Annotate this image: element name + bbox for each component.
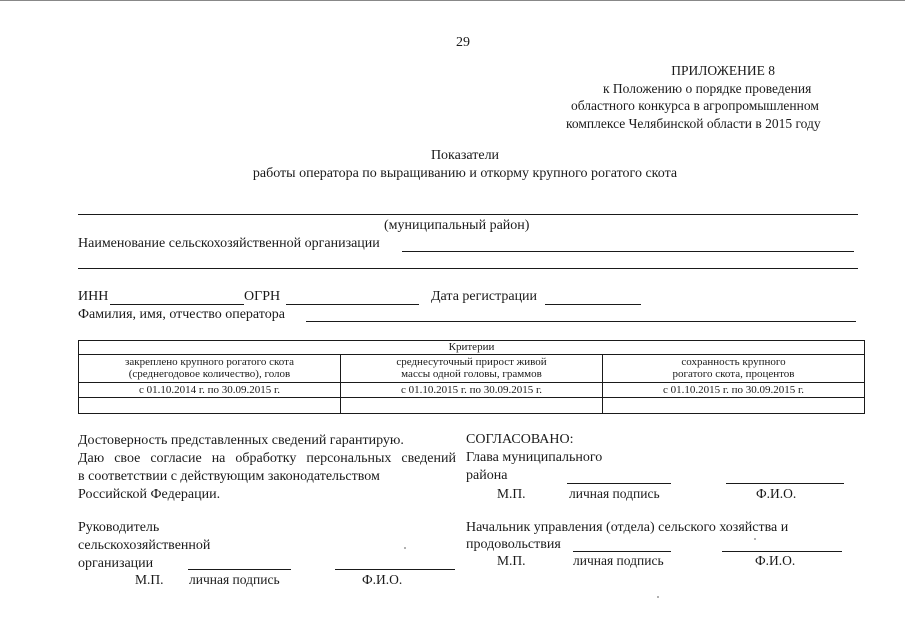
appendix-line-2: областного конкурса в агропромышленном	[571, 98, 819, 113]
agri-head-fio-label: Ф.И.О.	[755, 553, 796, 568]
district-caption: (муниципальный район)	[384, 218, 530, 233]
manager-line-2: сельскохозяйственной	[78, 538, 211, 553]
registration-date-field-line	[545, 304, 641, 305]
ogrn-field-line	[286, 304, 419, 305]
criteria-col-2-title-line-2: массы одной головы, граммов	[401, 368, 542, 381]
criteria-col-3-title-line-1: сохранность крупного	[681, 356, 786, 369]
appendix-line-1: к Положению о порядке проведения	[603, 81, 812, 96]
inn-label: ИНН	[78, 289, 109, 304]
scan-speck	[657, 596, 659, 598]
approved-fio-label: Ф.И.О.	[756, 486, 797, 501]
guarantee-line-4: Российской Федерации.	[78, 487, 221, 502]
manager-line-3: организации	[78, 556, 154, 571]
scan-speck	[754, 538, 756, 540]
criteria-col-3-period: с 01.10.2015 г. по 30.09.2015 г.	[603, 382, 865, 398]
appendix-title: ПРИЛОЖЕНИЕ 8	[671, 63, 775, 78]
agri-head-stamp-label: М.П.	[497, 553, 526, 568]
criteria-col-2-title	[341, 354, 603, 382]
criteria-col-1-value	[79, 398, 341, 414]
approved-signature-line	[567, 483, 671, 484]
criteria-col-2-title-line-1: среднесуточный прирост живой	[396, 356, 547, 369]
criteria-table	[78, 340, 865, 414]
registration-date-label: Дата регистрации	[431, 289, 538, 304]
org-name-continuation-line	[78, 268, 858, 269]
manager-fio-label: Ф.И.О.	[362, 572, 403, 587]
approved-signature-label: личная подпись	[569, 486, 660, 501]
appendix-line-3: комплексе Челябинской области в 2015 году	[566, 116, 821, 131]
scan-speck	[404, 547, 406, 549]
criteria-col-3-value	[603, 398, 865, 414]
guarantee-line-1: Достоверность представленных сведений гарантирую.	[78, 433, 404, 448]
org-name-field-line	[402, 251, 854, 252]
criteria-col-1-title-line-1: закреплено крупного рогатого скота	[125, 356, 294, 369]
inn-field-line	[110, 304, 244, 305]
ogrn-label: ОГРН	[244, 289, 281, 304]
document-subheading: работы оператора по выращиванию и откорму крупного рогатого скота	[252, 166, 678, 181]
operator-name-field-line	[306, 321, 856, 322]
approved-fio-line	[726, 483, 844, 484]
manager-signature-line	[188, 569, 291, 570]
criteria-col-1-period: с 01.10.2014 г. по 30.09.2015 г.	[79, 382, 341, 398]
criteria-col-1-title-line-2: (среднегодовое количество), голов	[128, 368, 291, 381]
agri-head-signature-label: личная подпись	[573, 553, 664, 568]
criteria-col-2-period: с 01.10.2015 г. по 30.09.2015 г.	[341, 382, 603, 398]
criteria-col-3-title-line-2: рогатого скота, процентов	[672, 368, 795, 381]
agri-head-line-1: Начальник управления (отдела) сельского хозяйства и	[466, 520, 789, 535]
guarantee-line-2: Даю свое согласие на обработку персональных сведений	[78, 451, 456, 466]
page-top-edge	[0, 0, 905, 1]
document-heading: Показатели	[430, 148, 500, 163]
criteria-col-1-title	[79, 354, 341, 382]
manager-signature-label: личная подпись	[189, 572, 280, 587]
guarantee-line-3: в соответствии с действующим законодательством	[78, 469, 380, 484]
manager-stamp-label: М.П.	[135, 572, 164, 587]
manager-fio-line	[335, 569, 455, 570]
agri-head-line-2: продовольствия	[466, 537, 561, 552]
page-number: 29	[456, 35, 470, 50]
agri-head-fio-line	[722, 551, 842, 552]
approved-head-line-1: Глава муниципального	[466, 450, 603, 465]
approved-title: СОГЛАСОВАНО:	[466, 432, 574, 447]
approved-head-line-2: района	[466, 468, 508, 483]
manager-line-1: Руководитель	[78, 520, 160, 535]
criteria-col-3-title	[603, 354, 865, 382]
district-field-line	[78, 214, 858, 215]
criteria-header: Критерии	[79, 341, 865, 355]
agri-head-signature-line	[573, 551, 671, 552]
operator-name-label: Фамилия, имя, отчество оператора	[78, 307, 285, 322]
approved-stamp-label: М.П.	[497, 486, 526, 501]
criteria-col-2-value	[341, 398, 603, 414]
org-name-label: Наименование сельскохозяйственной организации	[78, 236, 380, 251]
